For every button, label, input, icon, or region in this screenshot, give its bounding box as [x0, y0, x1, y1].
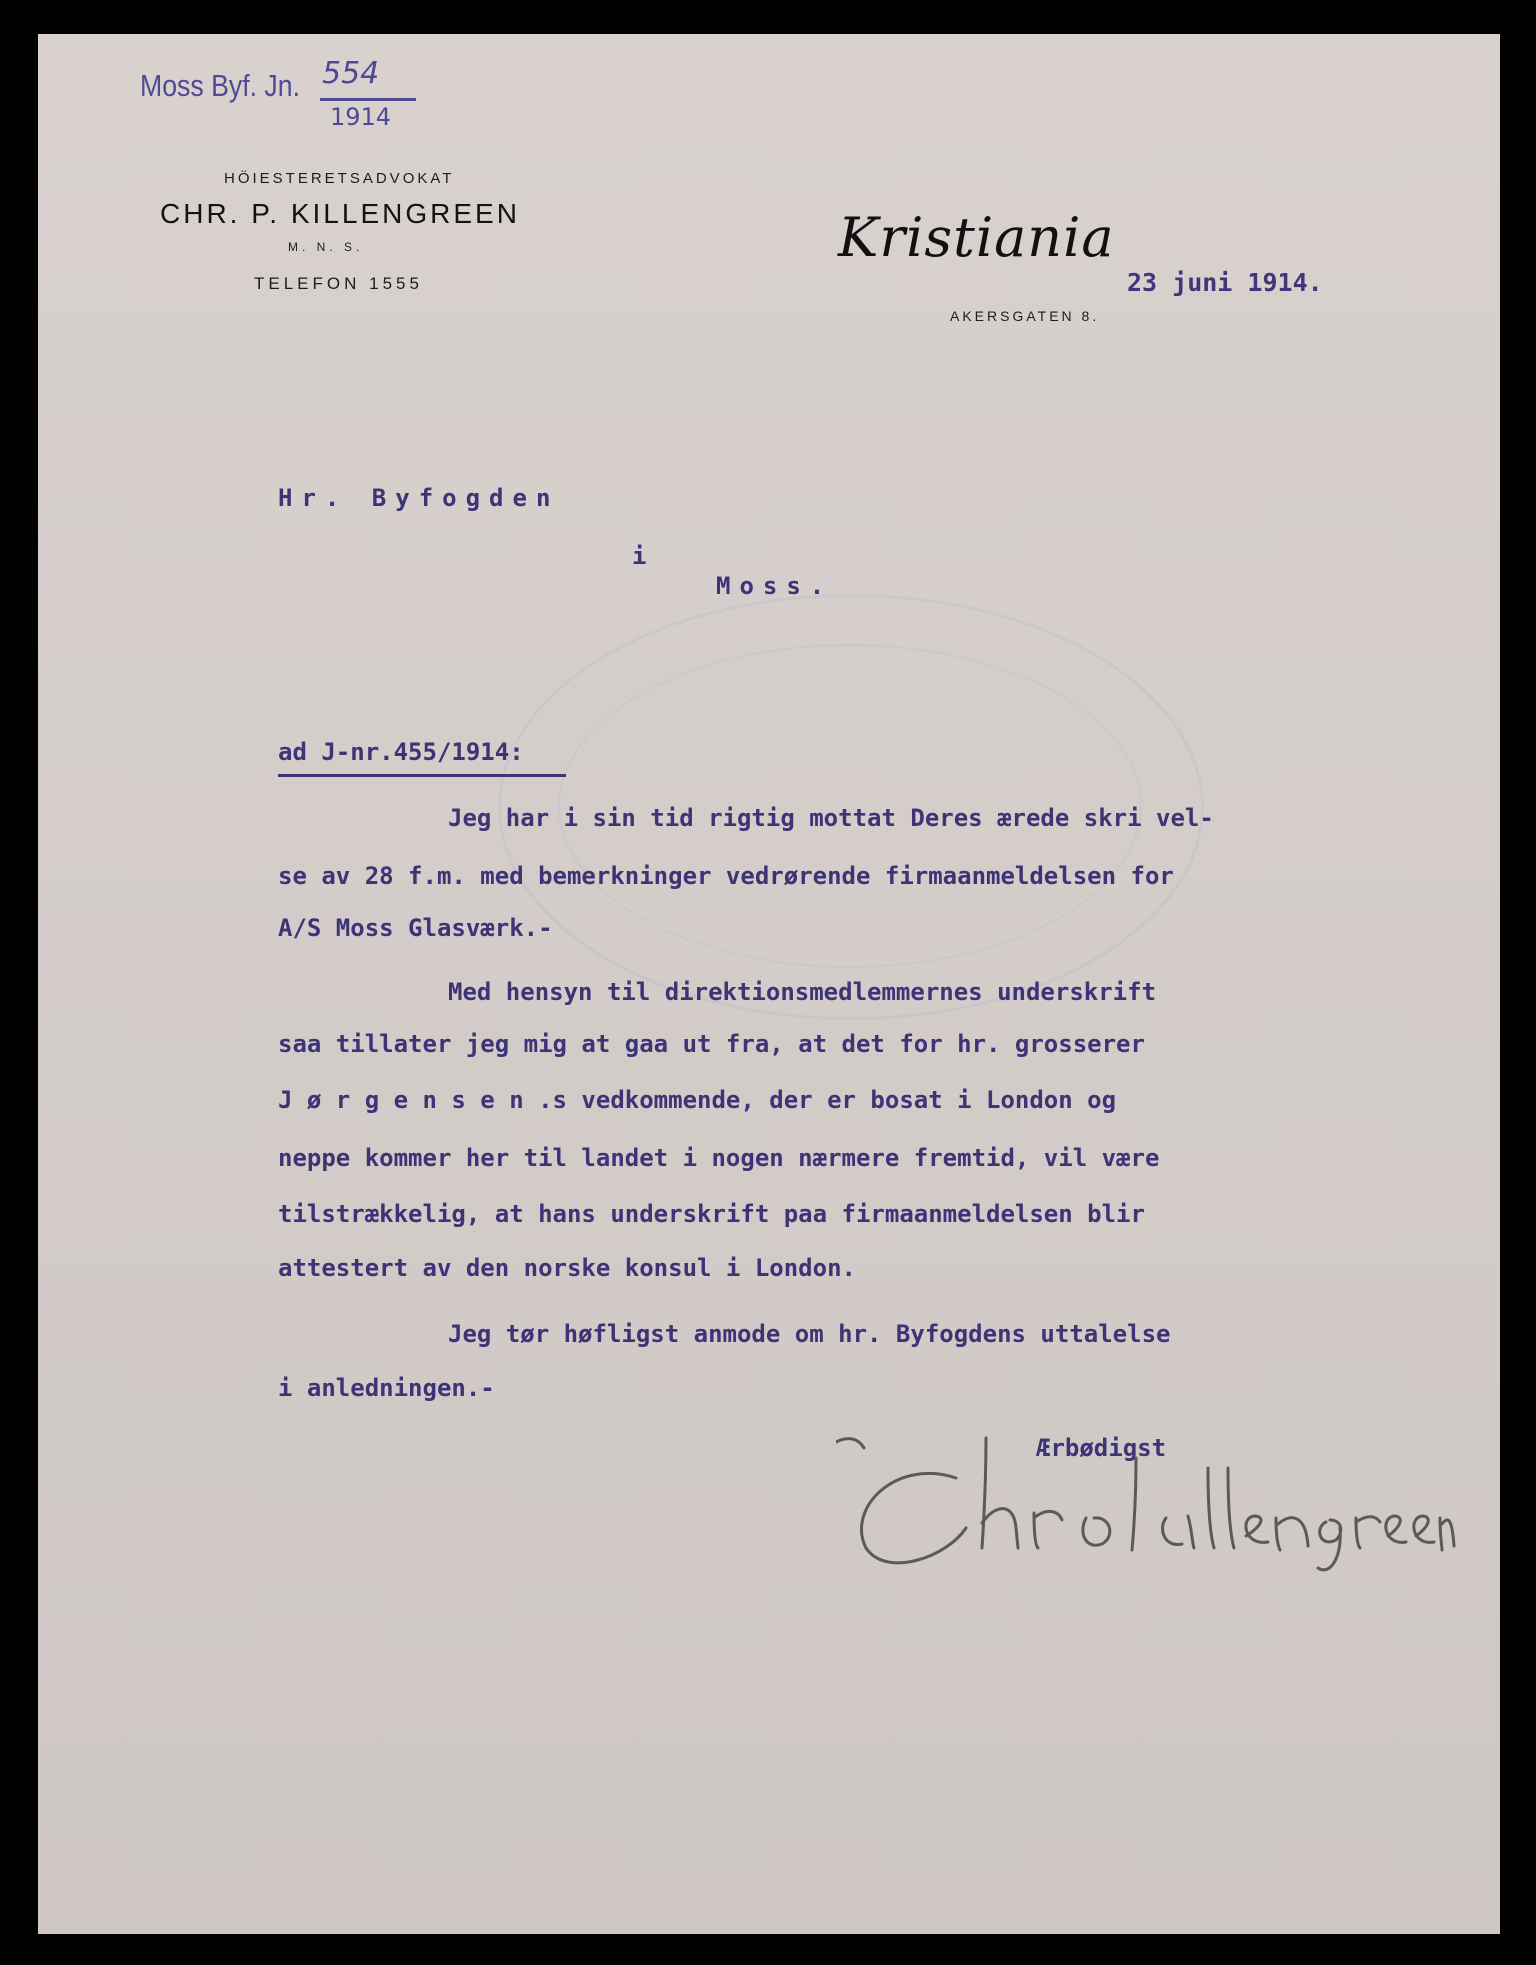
letterhead-telephone: TELEFON 1555 [254, 274, 423, 293]
handwritten-signature [836, 1418, 1456, 1578]
body-line: Jeg tør høfligst anmode om hr. Byfogdens uttalelse [448, 1320, 1171, 1348]
letterhead-city: Kristiania [838, 206, 1115, 269]
letterhead-suffix: M. N. S. [288, 240, 364, 254]
journal-fraction-line [320, 98, 416, 101]
journal-stamp: Moss Byf. Jn. [140, 68, 301, 103]
body-line: attestert av den norske konsul i London. [278, 1254, 856, 1282]
body-line: neppe kommer her til landet i nogen nærmere fremtid, vil være [278, 1144, 1160, 1172]
body-line: i anledningen.- [278, 1374, 495, 1402]
letter-date: 23 juni 1914. [1127, 268, 1323, 297]
body-line: A/S Moss Glasværk.- [278, 914, 553, 942]
recipient-line-2: i [632, 542, 647, 570]
body-line: tilstrækkelig, at hans underskrift paa firmaanmeldelsen blir [278, 1200, 1145, 1228]
reference-underline [278, 774, 566, 777]
journal-year: 1914 [330, 103, 392, 131]
journal-number: 554 [322, 56, 380, 91]
reference-number: ad J-nr.455/1914: [278, 738, 524, 766]
body-line: Med hensyn til direktionsmedlemmernes underskrift [448, 978, 1157, 1006]
closing: Ærbødigst [1036, 1434, 1167, 1462]
recipient-line-3: Moss. [716, 572, 834, 600]
body-line: saa tillater jeg mig at gaa ut fra, at det for hr. grosserer [278, 1030, 1145, 1058]
letterhead-address: AKERSGATEN 8. [950, 308, 1100, 324]
letterhead-title: HÖIESTERETSADVOKAT [224, 170, 455, 187]
body-line: Jeg har i sin tid rigtig mottat Deres ærede skri vel- [448, 804, 1214, 832]
body-line: J ø r g e n s e n .s vedkommende, der er bosat i London og [278, 1086, 1117, 1114]
body-line: se av 28 f.m. med bemerkninger vedrørende firmaanmeldelsen for [278, 862, 1174, 890]
recipient-line-1: Hr. Byfogden [278, 484, 560, 512]
letterhead-name: CHR. P. KILLENGREEN [160, 198, 520, 229]
